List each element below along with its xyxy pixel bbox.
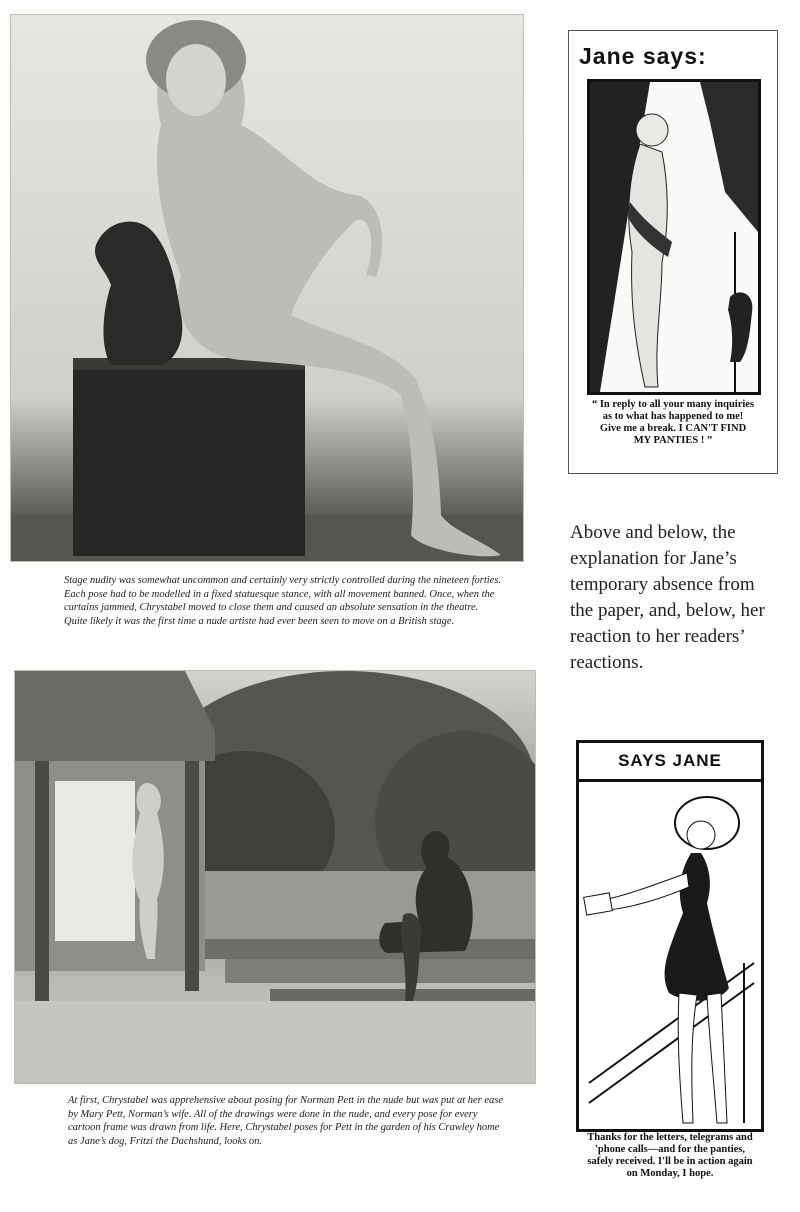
posing-block (73, 358, 305, 556)
jane-says-title: Jane says: (579, 43, 707, 69)
jane-says-panel (587, 79, 761, 395)
studio-photo-caption: Stage nudity was somewhat uncommon and certainly very strictly controlled during the nineteen forties. Each pose had to be modelled in a fixed statuesque stance, with all movement banned. Once, when the curtains jammed, Chrystabel moved to close them and caused an absolute sensation in the theatre. Quite likely it was the first time a nude artiste had ever been seen to move on a British stage. (64, 575, 502, 627)
explanation-text: Above and below, the explanation for Jane’s temporary absence from the paper, and, below, her reaction to her readers’ reactions. (570, 522, 765, 673)
dog-fritzi (401, 913, 421, 1001)
says-jane-caption: Thanks for the letters, telegrams and 'phone calls—and for the panties, safely received. I'll be in action again on Monday, I hope. (587, 1132, 753, 1179)
letters-in-hand (584, 893, 613, 915)
garden-steps (205, 939, 535, 959)
studio-photo-illustration (11, 15, 523, 561)
says-jane-strip (576, 740, 764, 1132)
house-roof (15, 671, 215, 761)
says-jane-title-bar (579, 743, 761, 782)
jane-says-strip (568, 30, 778, 474)
garden-photo-caption: At first, Chrystabel was apprehensive about posing for Norman Pett in the nude but was put at her ease by Mary Pett, Norman’s wife. All of the drawings were done in the nude, and every pose for every cartoon frame was drawn from life. Here, Chrystabel poses for Pett in the garden of his Crawley home as Jane’s dog, Fritzi the Dachshund, looks on. (68, 1095, 504, 1147)
jane-says-caption: “ In reply to all your many inquiries as to what has happened to me! Give me a break. I CAN'T FIND MY PANTIES ! ” (591, 399, 755, 446)
garden-photo (14, 670, 536, 1084)
says-jane-illustration (579, 783, 761, 1129)
dachshund-dog (95, 222, 182, 365)
says-jane-title: SAYS JANE (618, 751, 722, 770)
garden-photo-illustration (15, 671, 535, 1083)
studio-photo (10, 14, 524, 562)
jane-says-illustration (590, 82, 758, 392)
